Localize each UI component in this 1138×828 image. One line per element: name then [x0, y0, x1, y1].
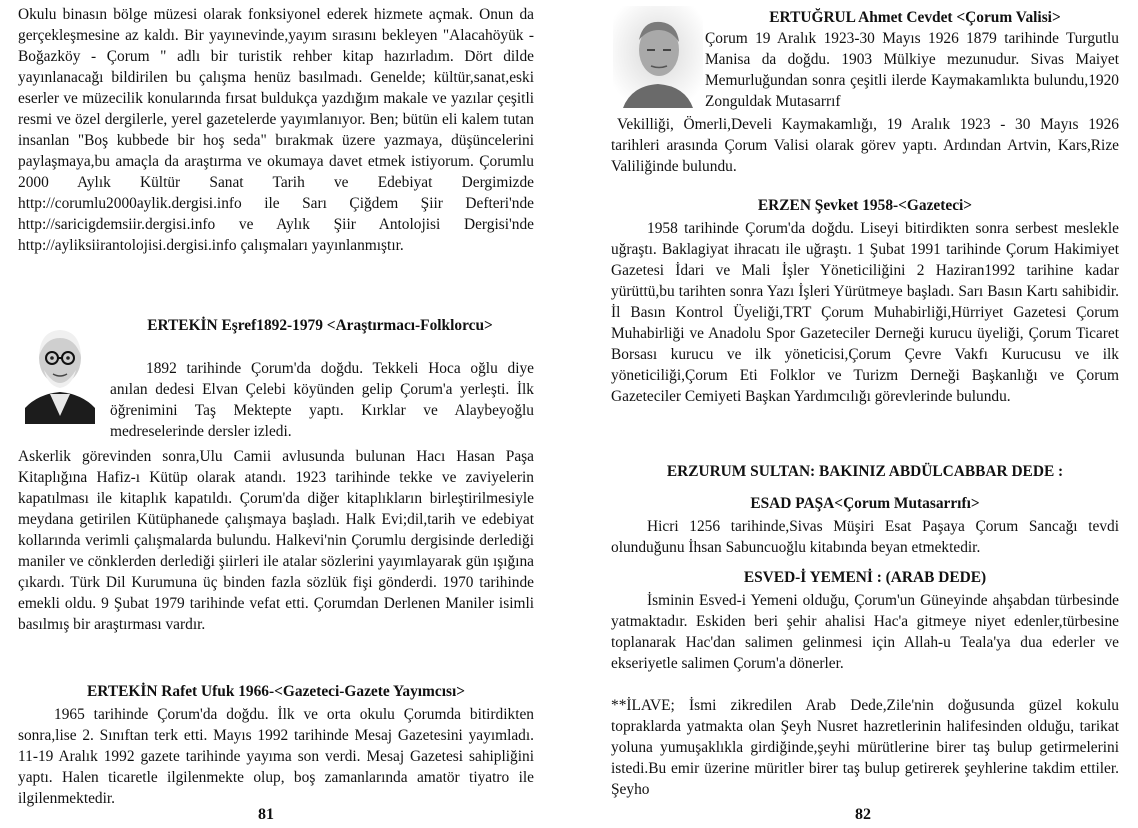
eref-ertekin-title: ERTEKİN Eşref1892-1979 <Araştırmacı-Folklorcu>: [147, 317, 493, 334]
page-number-left: 81: [258, 806, 274, 823]
page-number-right: 82: [855, 806, 871, 823]
eref-ertekin-text-2: Askerlik görevinden sonra,Ulu Camii avlusunda bulunan Hacı Hasan Paşa Kitaplığına Hafiz-ı Kütüp olarak atandı. 1923 tarihinde tekke ve zaviyelerin kapatılması ile kitaplık kapatıldı. Çorum'da diğer kitaplıkların birleştirilmesiyle meydana getirilen Kütüphanede çalışmaya başladı. Halk Evi;dil,tarih ve edebiyat kollarında verimli çalışmalarda bulundu. Halkevi'nin Çorumlu dergisinde derlediği maniler ve cönklerden derlediği şiirleri ile atalar sözlerini yayımlayarak gün ışığına çıkardı. Türk Dil Kurumuna üç binden fazla sözlük fişi gönderdi. 1970 tarihinde emekli oldu. 9 Şubat 1979 tarihinde vefat etti. Çorumdan Derlenen Maniler isimli basılmış bir araştırması vardır.: [18, 448, 534, 633]
esved-text: İsminin Esved-i Yemeni olduğu, Çorum'un Güneyinde ahşabdan türbesinde yatmaktadır. Eskiden beri şehir ahalisi Hac'a gitmeye niyet edenler,türbesine toplanarak Hac'dan salimen gelinmesi için Allah-u Teala'ya dua ederler ve ekseriyetle salimen Çorum'a dönerler.: [611, 592, 1119, 672]
right-page: [569, 0, 1138, 828]
erzurum-title: ERZURUM SULTAN: BAKINIZ ABDÜLCABBAR DEDE :: [666, 463, 1064, 480]
esad-title: ESAD PAŞA<Çorum Mutasarrıfı>: [750, 495, 980, 512]
esved-title: ESVED-İ YEMENİ : (ARAB DEDE): [743, 569, 987, 586]
erzen-title: ERZEN Şevket 1958-<Gazeteci>: [757, 197, 973, 214]
ertugrul-title: ERTUĞRUL Ahmet Cevdet <Çorum Valisi>: [769, 9, 1061, 26]
rafet-ertekin-title: ERTEKİN Rafet Ufuk 1966-<Gazeteci-Gazete Yayımcısı>: [86, 683, 466, 700]
ilave-text: **İLAVE; İsmi zikredilen Arab Dede,Zile'nin doğusunda güzel kokulu topraklarda yatmakta olan Şeyh Nusret hazretlerinin halifesinden olduğu, tarikat yoluna yumuşaklıkla girdiğinde,şeyhi mürütlerine birer taş bulup getirmelerini istedi.Bu emir üzerine müritler birer taş bulup getirerek şeyhlerine takdim ettiler. Şeyho: [611, 697, 1119, 798]
esad-text: Hicri 1256 tarihinde,Sivas Müşiri Esat Paşaya Çorum Sancağı tevdi olunduğunu İhsan Sabuncuoğlu kitabında beyan etmektedir.: [611, 518, 1119, 556]
intro-paragraph: Okulu binasın bölge müzesi olarak fonksiyonel ederek hizmete açmak. Onun da gerçekleşmesine az kaldı. Bir yayınevinde,yayım sırasını bekleyen "Alacahöyük -Boğazköy - Çorum " adlı bir turistik rehber kitap hazırladım. Dört dilde yayınlanacağı bildirilen bu çalışma henüz basılmadı. Genelde; kültür,sanat,eski eserler ve müzecilik konularında fırsat buldukça yazdığım makale ve yazılar çeşitli resmi ve özel dergilerle, yerel gazetelerde yayımlanıyor. Ben; bütün eli kalem tutan insanlan "Boş kubbede bir hoş seda" bırakmak üzere yazmaya, düşüncelerini paylaşmaya,bu amaçla da araştırma ve okumaya davet etmek istiyorum. Çorumlu 2000 Aylık Kültür Sanat Tarih ve Edebiyat Dergimizde http://corumlu2000aylik.dergisi.info ile Sarı Çiğdem Şiir Defteri'nde http://saricigdemsiir.dergisi.info ve Aylık Şiir Antolojisi Dergisi'nde http://ayliksiirantolojisi.dergisi.info çalışmaları yayınlanmıştır.: [18, 6, 534, 254]
ertugrul-text-2: Vekilliği, Ömerli,Develi Kaymakamlığı, 19 Aralık 1923 - 30 Mayıs 1926 tarihleri arasında Çorum Valisi olarak görev yaptı. Ardından Artvin, Kars,Rize Valiliğinde bulundu.: [611, 116, 1119, 175]
ahmet-cevdet-ertugrul-portrait: [613, 6, 703, 108]
eref-ertekin-portrait: [20, 316, 100, 424]
erzen-text: 1958 tarihinde Çorum'da doğdu. Liseyi bitirdikten sonra serbest meslekle uğraştı. Baklagiyat ihracatı ile uğraştı. 1 Şubat 1991 tarihinde Çorum Hakimiyet Gazetesi İdari ve Mali İşler Yöneticiliğini 2 Haziran1992 tarihine kadar yürüttü,bu tarihten sonra Yazı İşleri Yürütmeye başladı. Sarı Basın Kartı sahibidir. İl Basın Kontrol Üyeliği,TRT Çorum Muhabirliği,Hürriyet Gazetesi Çorum Muhabirliği ve Anadolu Spor Gazeteciler Derneği kurucu üyeliği, Çorum Ticaret Borsası kurucu ve ilk yöneticisi,Çorum Çevre Vakfı Kurucusu ve ilk yöneticiliği,Çorum Eti Folklor ve Turizm Derneği Başkanlığı ve Çorum Gazeteciler Cemiyeti Başkan Yardımcılığı görevlerinde bulundu.: [611, 220, 1119, 405]
ertugrul-text-1: Çorum 19 Aralık 1923-30 Mayıs 1926 1879 tarihinde Turgutlu Manisa da doğdu. 1903 Mülkiye mezunudur. Sivas Maiyet Memurluğundan sonra çeşitli ilerde Kaymakamlıkta bulundu,1920 Zonguldak Mutasarrıf: [705, 30, 1119, 110]
rafet-ertekin-text: 1965 tarihinde Çorum'da doğdu. İlk ve orta okulu Çorumda bitirdikten sonra,lise 2. Sınıftan terk etti. Mayıs 1992 tarihinde Mesaj Gazetesini yayımladı. 11-19 Aralık 1992 gazete tarihinde yayıma son verdi. Mesaj Gazetesi sahipliğini yaptı. Halen ticaretle ilgilenmekte olup, boş zamanlarında amatör tiyatro ile ilgilenmektedir.: [18, 706, 534, 807]
eref-ertekin-text-1: 1892 tarihinde Çorum'da doğdu. Tekkeli Hoca oğlu diye anılan dedesi Elvan Çelebi köyünden gelip Çorum'a yerleşti. İlk öğrenimini Taş Mektepte yaptı. Kırklar ve Alaybeyoğlu medreselerinde dersler izledi.: [110, 360, 534, 440]
